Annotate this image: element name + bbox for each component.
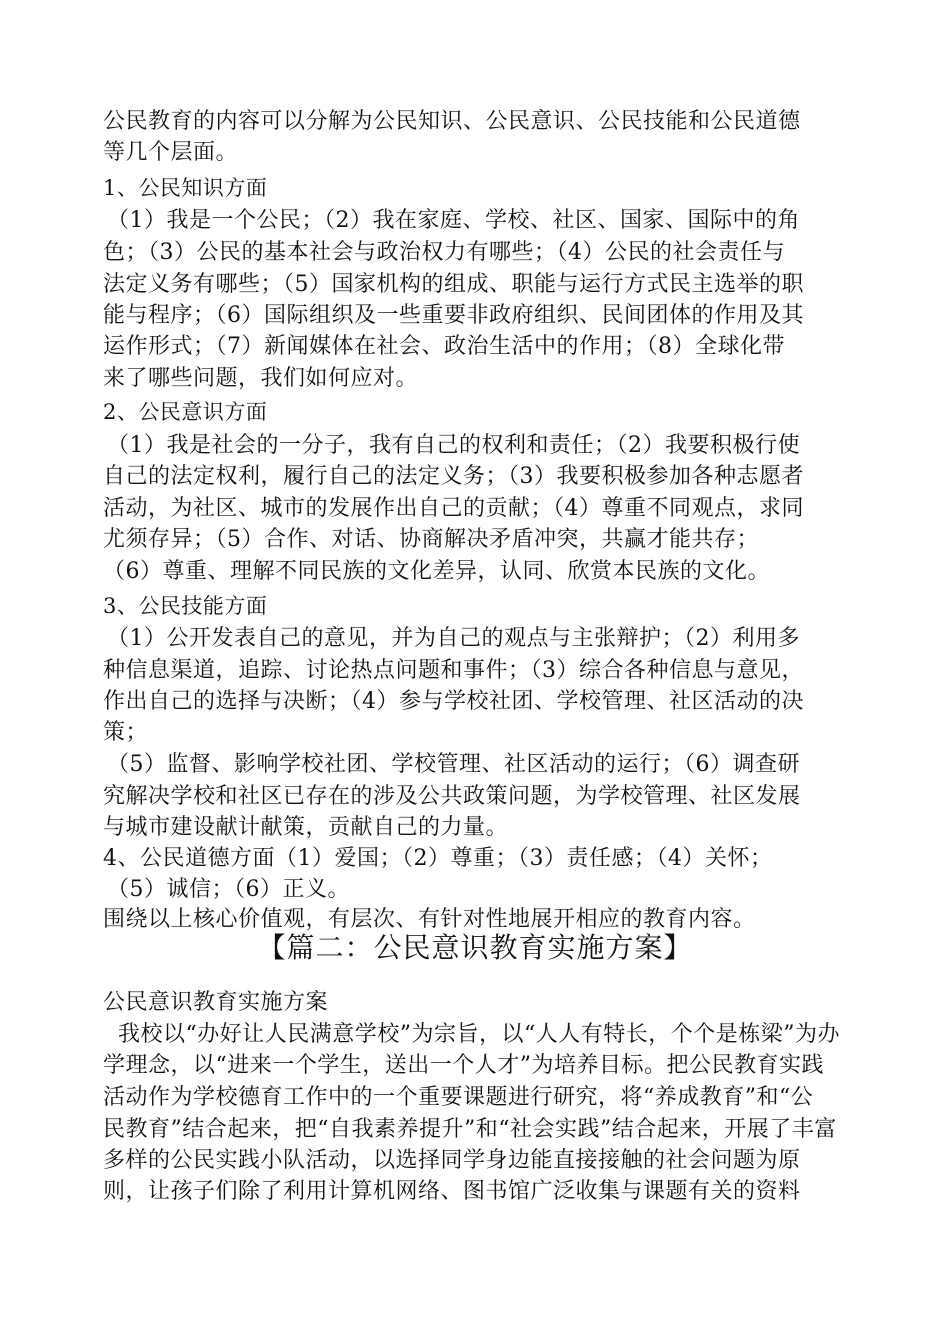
text-line: （1）公开发表自己的意见，并为自己的观点与主张辩护；（2）利用多	[107, 626, 800, 651]
text-line: （5）诚信；（6）正义。	[107, 877, 350, 902]
text-line: 自己的法定权利，履行自己的法定义务；（3）我要积极参加各种志愿者	[103, 464, 804, 489]
text-line: 策；	[103, 720, 149, 745]
text-line: 种信息渠道，追踪、讨论热点问题和事件；（3）综合各种信息与意见，	[103, 658, 804, 683]
text-line: 尤须存异；（5）合作、对话、协商解决矛盾冲突，共赢才能共存；	[103, 527, 759, 552]
text-line: 色；（3）公民的基本社会与政治权力有哪些；（4）公民的社会责任与	[103, 240, 785, 265]
text-line: （1）我是社会的一分子，我有自己的权利和责任；（2）我要积极行使	[107, 433, 800, 458]
text-line: 作出自己的选择与决断；（4）参与学校社团、学校管理、社区活动的决	[103, 689, 804, 714]
text-line: 与城市建设献计献策，贡献自己的力量。	[103, 815, 509, 840]
text-line: （5）监督、影响学校社团、学校管理、社区活动的运行；（6）调查研	[107, 752, 800, 777]
text-line: 究解决学校和社区已存在的涉及公共政策问题，为学校管理、社区发展	[103, 784, 801, 809]
text-line: 公民教育的内容可以分解为公民知识、公民意识、公民技能和公民道德	[103, 109, 801, 134]
section-heading: 2、公民意识方面	[103, 400, 268, 424]
text-line: 围绕以上核心价值观，有层次、有针对性地展开相应的教育内容。	[103, 907, 756, 932]
text-line: 运作形式；（7）新闻媒体在社会、政治生活中的作用；（8）全球化带	[103, 334, 785, 359]
text-line: 等几个层面。	[103, 140, 239, 165]
text-line: （6）尊重、理解不同民族的文化差异，认同、欣赏本民族的文化。	[103, 559, 770, 584]
text-line: 学理念，以“进来一个学生，送出一个人才”为培养目标。把公民教育实践	[103, 1053, 824, 1078]
text-line: 则，让孩子们除了利用计算机网络、图书馆广泛收集与课题有关的资料	[103, 1179, 801, 1204]
text-line: 我校以“办好让人民满意学校”为宗旨，以“人人有特长，个个是栋梁”为办	[103, 1022, 840, 1047]
text-line: 活动，为社区、城市的发展作出自己的贡献；（4）尊重不同观点，求同	[103, 496, 804, 521]
text-line: 活动作为学校德育工作中的一个重要课题进行研究，将“养成教育”和“公	[103, 1085, 814, 1110]
text-line: 公民意识教育实施方案	[103, 990, 329, 1015]
text-line: （1）我是一个公民；（2）我在家庭、学校、社区、国家、国际中的角	[107, 208, 800, 233]
text-line: 多样的公民实践小队活动，以选择同学身边能直接接触的社会问题为原	[103, 1148, 801, 1173]
section-title: 【篇二：公民意识教育实施方案】	[257, 931, 693, 964]
text-line: 来了哪些问题，我们如何应对。	[103, 366, 419, 391]
section-heading: 3、公民技能方面	[103, 594, 268, 618]
text-line: 4、公民道德方面（1）爱国；（2）尊重；（3）责任感；（4）关怀；	[103, 846, 773, 871]
section-heading: 1、公民知识方面	[103, 176, 268, 200]
text-line: 民教育”结合起来，把“自我素养提升”和“社会实践”结合起来，开展了丰富	[103, 1117, 837, 1142]
text-line: 法定义务有哪些；（5）国家机构的组成、职能与运行方式民主选举的职	[103, 272, 804, 297]
text-line: 能与程序；（6）国际组织及一些重要非政府组织、民间团体的作用及其	[103, 303, 804, 328]
